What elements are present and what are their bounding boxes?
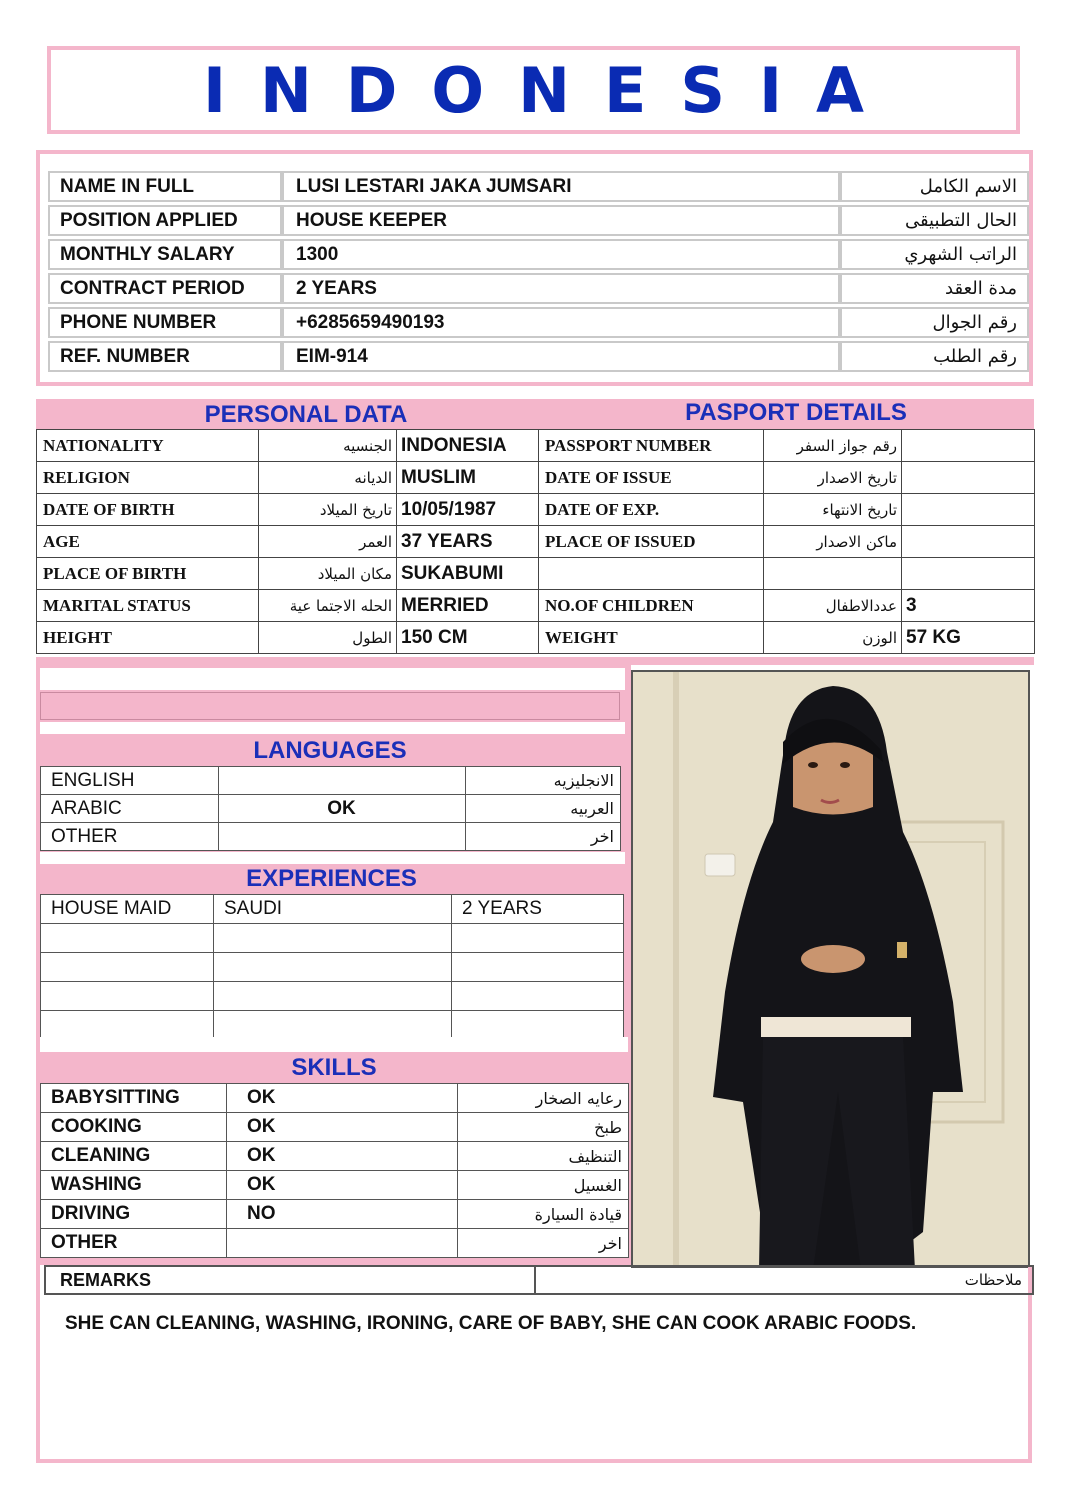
remarks-section xyxy=(36,1265,1032,1463)
passport-label: PASSPORT NUMBER xyxy=(539,430,764,462)
personal-label-ar: تاريخ الميلاد xyxy=(259,494,397,526)
field-label-ar: رقم الطلب xyxy=(840,341,1029,372)
field-value: HOUSE KEEPER xyxy=(282,205,840,236)
field-label: POSITION APPLIED xyxy=(48,205,282,236)
skill-value: OK xyxy=(227,1142,458,1171)
passport-value xyxy=(902,430,1035,462)
personal-row xyxy=(37,526,1035,558)
skill-label: CLEANING xyxy=(41,1142,227,1171)
field-value: LUSI LESTARI JAKA JUMSARI xyxy=(282,171,840,202)
skill-row xyxy=(41,1200,629,1229)
skill-row xyxy=(41,1229,629,1258)
language-label: ARABIC xyxy=(41,795,219,823)
personal-label: PLACE OF BIRTH xyxy=(37,558,259,590)
applicant-row xyxy=(48,171,1029,202)
personal-value: SUKABUMI xyxy=(397,558,539,590)
personal-value: MERRIED xyxy=(397,590,539,622)
experience-country xyxy=(214,953,452,982)
remarks-header-table xyxy=(44,1265,1034,1295)
skill-label: WASHING xyxy=(41,1171,227,1200)
languages-table xyxy=(40,766,621,851)
skill-label-ar: الغسيل xyxy=(458,1171,629,1200)
experience-job xyxy=(41,953,214,982)
experience-job xyxy=(41,1011,214,1040)
applicant-row xyxy=(48,239,1029,270)
passport-label: PLACE OF ISSUED xyxy=(539,526,764,558)
experiences-table xyxy=(40,894,624,1040)
passport-label: NO.OF CHILDREN xyxy=(539,590,764,622)
person-figure-illustration xyxy=(633,672,1030,1268)
language-row xyxy=(41,823,621,851)
skill-value xyxy=(227,1229,458,1258)
language-value xyxy=(219,823,466,851)
personal-row xyxy=(37,462,1035,494)
language-label: OTHER xyxy=(41,823,219,851)
field-label-ar: الاسم الكامل xyxy=(840,171,1029,202)
personal-value: 150 CM xyxy=(397,622,539,654)
title-box xyxy=(47,46,1020,134)
language-label-ar: اخر xyxy=(466,823,621,851)
applicant-summary xyxy=(36,150,1033,386)
skill-label: OTHER xyxy=(41,1229,227,1258)
skills-section xyxy=(40,1053,628,1258)
passport-label-ar: تاريخ الاصدار xyxy=(764,462,902,494)
experience-country xyxy=(214,982,452,1011)
language-row xyxy=(41,795,621,823)
personal-value: INDONESIA xyxy=(397,430,539,462)
personal-label: AGE xyxy=(37,526,259,558)
languages-section xyxy=(40,736,620,851)
left-spacer-3 xyxy=(40,852,625,864)
experience-period xyxy=(452,953,624,982)
language-label: ENGLISH xyxy=(41,767,219,795)
experience-country: SAUDI xyxy=(214,895,452,924)
personal-bottom-bar xyxy=(36,657,1034,665)
personal-label-ar: الجنسيه xyxy=(259,430,397,462)
field-value: +6285659490193 xyxy=(282,307,840,338)
personal-row xyxy=(37,622,1035,654)
field-label: CONTRACT PERIOD xyxy=(48,273,282,304)
skill-label-ar: رعايه الصخار xyxy=(458,1084,629,1113)
left-spacer-2 xyxy=(40,722,625,734)
skill-label-ar: اخر xyxy=(458,1229,629,1258)
skill-label-ar: قيادة السيارة xyxy=(458,1200,629,1229)
skill-row xyxy=(41,1084,629,1113)
skill-value: OK xyxy=(227,1113,458,1142)
personal-label-ar: مكان الميلاد xyxy=(259,558,397,590)
personal-passport-table xyxy=(36,429,1035,654)
personal-label: RELIGION xyxy=(37,462,259,494)
field-label-ar: الراتب الشهري xyxy=(840,239,1029,270)
language-value xyxy=(219,767,466,795)
language-value: OK xyxy=(219,795,466,823)
left-spacer xyxy=(40,668,625,690)
experiences-section xyxy=(40,864,623,1040)
remarks-label: REMARKS xyxy=(45,1266,535,1294)
passport-label-ar: ماكن الاصدار xyxy=(764,526,902,558)
skill-label-ar: التنظيف xyxy=(458,1142,629,1171)
personal-label: HEIGHT xyxy=(37,622,259,654)
passport-label-ar: الوزن xyxy=(764,622,902,654)
passport-label-ar xyxy=(764,558,902,590)
applicant-photo xyxy=(631,670,1030,1268)
experience-job xyxy=(41,982,214,1011)
passport-label-ar: عددالاطفال xyxy=(764,590,902,622)
passport-value xyxy=(902,462,1035,494)
experience-period xyxy=(452,1011,624,1040)
languages-header: LANGUAGES xyxy=(40,736,620,766)
experience-period: 2 YEARS xyxy=(452,895,624,924)
field-value: 2 YEARS xyxy=(282,273,840,304)
field-value: EIM-914 xyxy=(282,341,840,372)
personal-label-ar: الحله الاجتما عية xyxy=(259,590,397,622)
skills-table xyxy=(40,1083,629,1258)
skill-row xyxy=(41,1142,629,1171)
experience-row xyxy=(41,924,624,953)
experience-job xyxy=(41,924,214,953)
field-value: 1300 xyxy=(282,239,840,270)
field-label: PHONE NUMBER xyxy=(48,307,282,338)
experience-row xyxy=(41,895,624,924)
personal-label: MARITAL STATUS xyxy=(37,590,259,622)
personal-label: NATIONALITY xyxy=(37,430,259,462)
skill-label: BABYSITTING xyxy=(41,1084,227,1113)
skill-row xyxy=(41,1113,629,1142)
left-spacer-4 xyxy=(40,1037,628,1052)
experience-country xyxy=(214,924,452,953)
skill-row xyxy=(41,1171,629,1200)
field-label-ar: الحال التطبيقى xyxy=(840,205,1029,236)
passport-label-ar: تاريخ الانتهاء xyxy=(764,494,902,526)
personal-row xyxy=(37,590,1035,622)
skill-label-ar: طبخ xyxy=(458,1113,629,1142)
passport-label: DATE OF EXP. xyxy=(539,494,764,526)
field-label-ar: رقم الجوال xyxy=(840,307,1029,338)
personal-value: 10/05/1987 xyxy=(397,494,539,526)
personal-row xyxy=(37,430,1035,462)
field-label: MONTHLY SALARY xyxy=(48,239,282,270)
experience-row xyxy=(41,982,624,1011)
skill-label: COOKING xyxy=(41,1113,227,1142)
personal-label: DATE OF BIRTH xyxy=(37,494,259,526)
skills-header: SKILLS xyxy=(40,1053,628,1083)
personal-data-header: PERSONAL DATA xyxy=(204,401,408,428)
experiences-header: EXPERIENCES xyxy=(40,864,623,894)
personal-passport-section xyxy=(36,399,1034,665)
field-label: NAME IN FULL xyxy=(48,171,282,202)
language-label-ar: العربيه xyxy=(466,795,621,823)
remarks-text: SHE CAN CLEANING, WASHING, IRONING, CARE OF BABY, SHE CAN COOK ARABIC FOODS. xyxy=(65,1313,917,1334)
passport-value: 3 xyxy=(902,590,1035,622)
experience-period xyxy=(452,924,624,953)
field-label-ar: مدة العقد xyxy=(840,273,1029,304)
language-label-ar: الانجليزيه xyxy=(466,767,621,795)
passport-value xyxy=(902,526,1035,558)
skill-value: NO xyxy=(227,1200,458,1229)
applicant-row xyxy=(48,341,1029,372)
passport-value: 57 KG xyxy=(902,622,1035,654)
experience-row xyxy=(41,953,624,982)
applicant-row xyxy=(48,273,1029,304)
skill-value: OK xyxy=(227,1084,458,1113)
personal-value: 37 YEARS xyxy=(397,526,539,558)
skill-label: DRIVING xyxy=(41,1200,227,1229)
personal-row xyxy=(37,494,1035,526)
applicant-row xyxy=(48,307,1029,338)
passport-label xyxy=(539,558,764,590)
personal-row xyxy=(37,558,1035,590)
passport-label-ar: رقم جواز السفر xyxy=(764,430,902,462)
personal-label-ar: الديانه xyxy=(259,462,397,494)
experience-period xyxy=(452,982,624,1011)
passport-value xyxy=(902,494,1035,526)
passport-details-header: PASPORT DETAILS xyxy=(685,399,907,426)
personal-label-ar: الطول xyxy=(259,622,397,654)
passport-label: DATE OF ISSUE xyxy=(539,462,764,494)
applicant-row xyxy=(48,205,1029,236)
country-title: INDONESIA xyxy=(202,53,899,127)
experience-country xyxy=(214,1011,452,1040)
remarks-label-ar: ملاحظات xyxy=(535,1266,1033,1294)
blank-pink-bar xyxy=(40,692,620,720)
passport-value xyxy=(902,558,1035,590)
experience-job: HOUSE MAID xyxy=(41,895,214,924)
field-label: REF. NUMBER xyxy=(48,341,282,372)
personal-label-ar: العمر xyxy=(259,526,397,558)
experience-row xyxy=(41,1011,624,1040)
personal-value: MUSLIM xyxy=(397,462,539,494)
passport-label: WEIGHT xyxy=(539,622,764,654)
language-row xyxy=(41,767,621,795)
skill-value: OK xyxy=(227,1171,458,1200)
applicant-table xyxy=(48,168,1029,375)
